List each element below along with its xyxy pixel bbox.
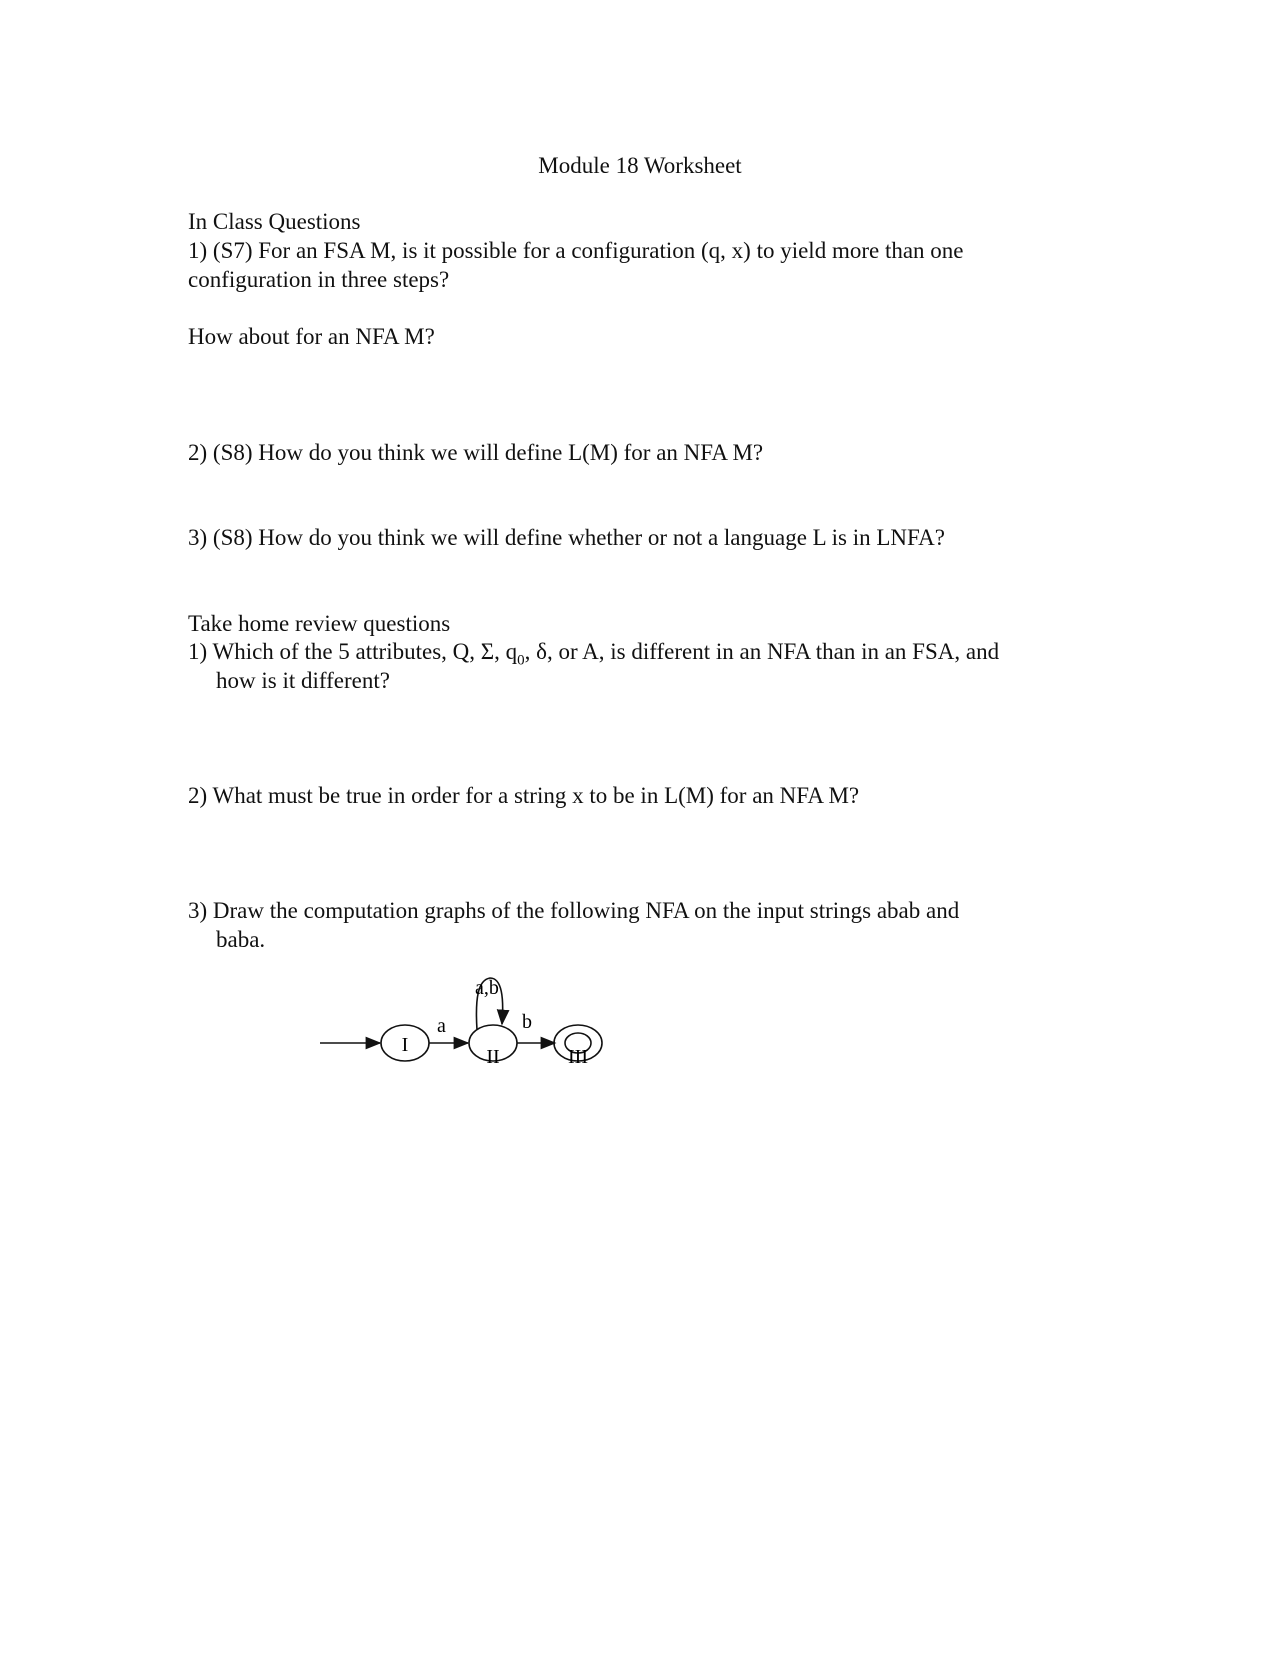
state-III-label: III <box>568 1046 588 1068</box>
in-class-q1-line2: configuration in three steps? <box>188 267 450 292</box>
take-home-q1-prefix: 1) Which of the 5 attributes, Q, Σ, q <box>188 639 518 664</box>
take-home-q2: 2) What must be true in order for a string x to be in L(M) for an NFA M? <box>188 783 860 808</box>
take-home-q1-suffix: , δ, or A, is different in an NFA than in an FSA, and <box>524 639 1000 664</box>
state-II-label: II <box>486 1046 500 1068</box>
in-class-q1-followup: How about for an NFA M? <box>188 324 435 349</box>
edge-II-III-label: b <box>522 1011 532 1033</box>
state-I-label: I <box>401 1034 409 1056</box>
nfa-diagram <box>300 968 620 1078</box>
in-class-q2: 2) (S8) How do you think we will define L(M) for an NFA M? <box>188 440 764 465</box>
page-title: Module 18 Worksheet <box>538 153 742 178</box>
edge-I-II-label: a <box>437 1015 446 1037</box>
take-home-q3-line2: baba. <box>216 927 266 952</box>
take-home-q1-line1 <box>188 638 1000 669</box>
take-home-q3-line1: 3) Draw the computation graphs of the following NFA on the input strings abab and <box>188 898 960 923</box>
in-class-q3: 3) (S8) How do you think we will define whether or not a language L is in LNFA? <box>188 525 945 550</box>
take-home-heading: Take home review questions <box>188 611 451 636</box>
self-loop-II-label: a,b <box>475 977 499 999</box>
take-home-q1-subscript: 0 <box>517 652 525 669</box>
in-class-q1-line1: 1) (S7) For an FSA M, is it possible for a configuration (q, x) to yield more than one <box>188 238 964 263</box>
in-class-heading: In Class Questions <box>188 209 361 234</box>
take-home-q1-line2: how is it different? <box>216 668 390 693</box>
